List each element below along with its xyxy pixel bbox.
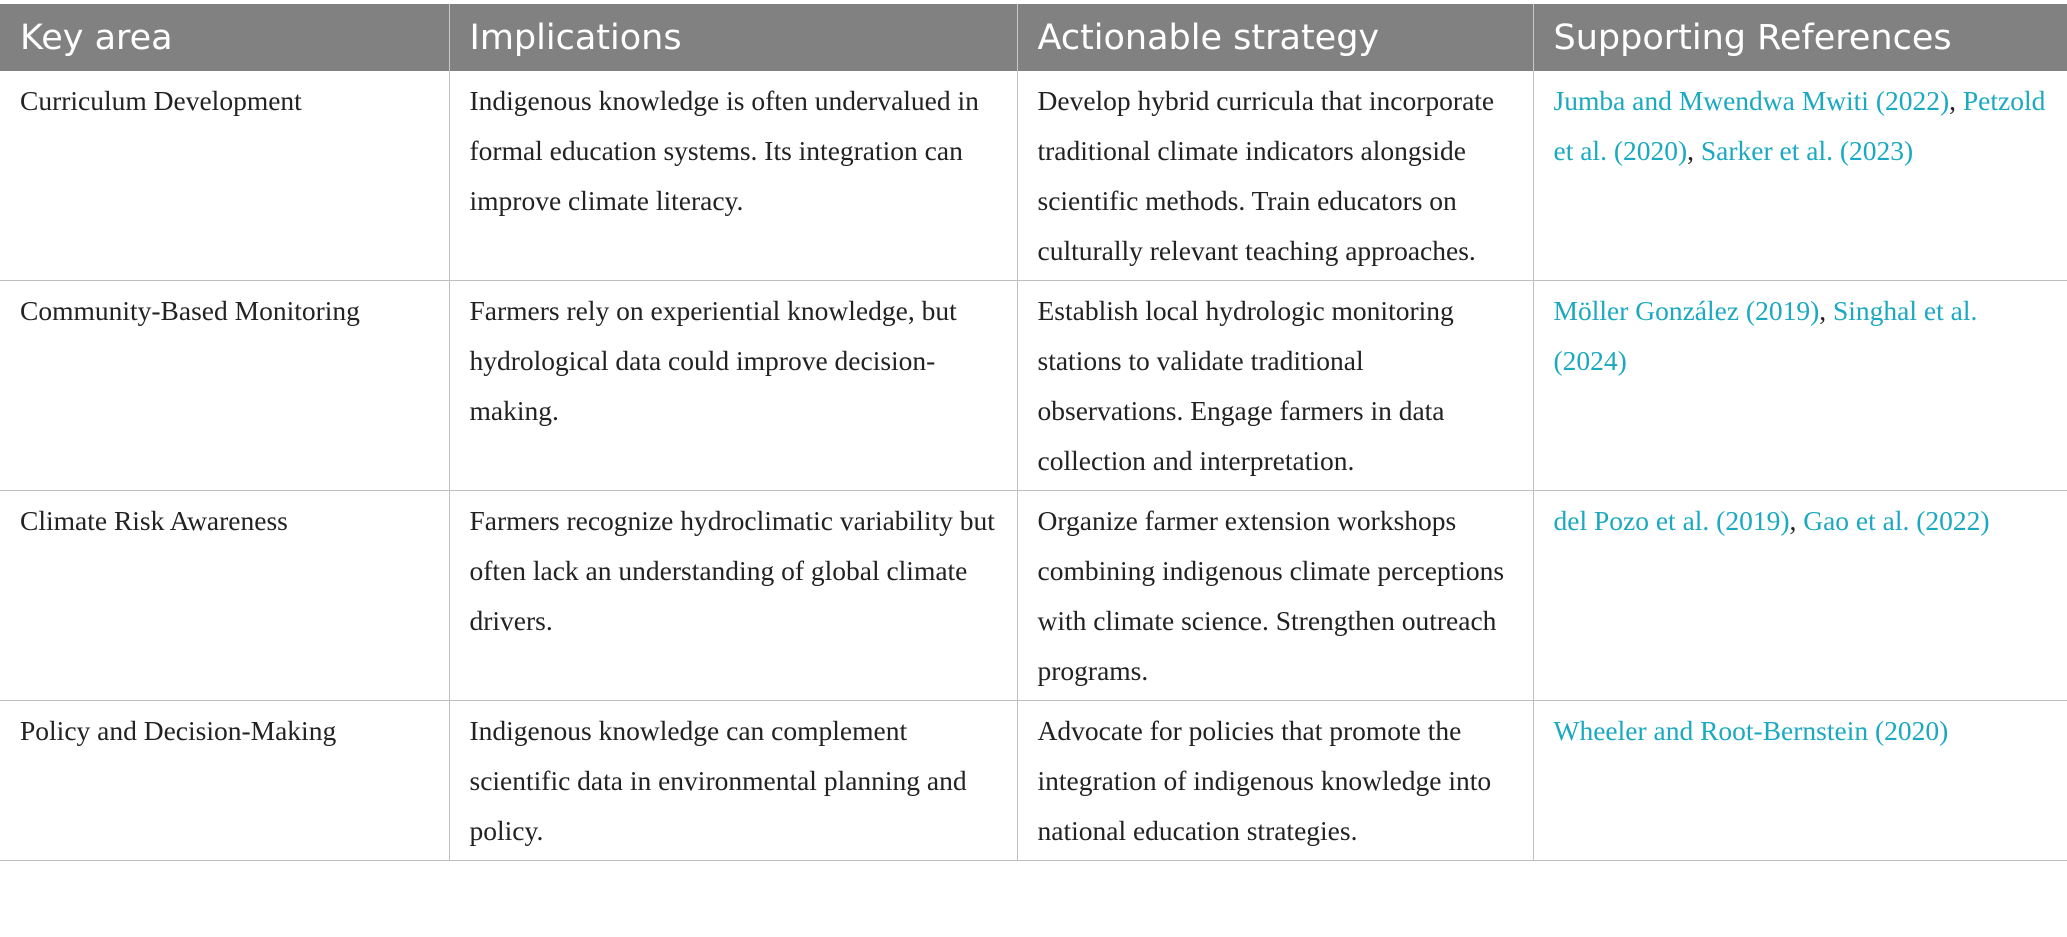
- cell-references: del Pozo et al. (2019), Gao et al. (2022): [1533, 491, 2067, 701]
- cell-references: [1533, 701, 2067, 861]
- cell-strategy: Organize farmer extension workshops combining indigenous climate perceptions with climate science. Strengthen outreach programs.: [1017, 491, 1533, 701]
- cell-implications: Indigenous knowledge is often undervalued in formal education systems. Its integration can improve climate literacy.: [449, 71, 1017, 281]
- cell-implications: Farmers rely on experiential knowledge, but hydrological data could improve decision-making.: [449, 281, 1017, 491]
- cell-key-area: Policy and Decision-Making: [0, 701, 449, 861]
- reference-link[interactable]: Gao et al. (2022): [1803, 505, 1990, 536]
- cell-strategy: Establish local hydrologic monitoring stations to validate traditional observations. Engage farmers in data collection and interpretation.: [1017, 281, 1533, 491]
- cell-references: Möller González (2019), Singhal et al. (2024): [1533, 281, 2067, 491]
- header-supporting-references: Supporting References: [1533, 4, 2067, 71]
- header-row: [0, 4, 2067, 71]
- table-row: [0, 71, 2067, 281]
- cell-key-area: Climate Risk Awareness: [0, 491, 449, 701]
- reference-link[interactable]: Singhal et al. (2024): [1553, 295, 1978, 376]
- reference-link[interactable]: Petzold et al. (2020): [1553, 85, 2046, 166]
- cell-strategy: Advocate for policies that promote the integration of indigenous knowledge into national education strategies.: [1017, 701, 1533, 861]
- table-row: [0, 701, 2067, 861]
- reference-link[interactable]: Möller González (2019): [1553, 295, 1820, 326]
- cell-implications: Indigenous knowledge can complement scientific data in environmental planning and policy.: [449, 701, 1017, 861]
- cell-key-area: Community-Based Monitoring: [0, 281, 449, 491]
- table-row: [0, 491, 2067, 701]
- reference-link[interactable]: del Pozo et al. (2019): [1553, 505, 1790, 536]
- header-implications: Implications: [449, 4, 1017, 71]
- header-actionable-strategy: Actionable strategy: [1017, 4, 1533, 71]
- cell-key-area: Curriculum Development: [0, 71, 449, 281]
- cell-strategy: Develop hybrid curricula that incorporate traditional climate indicators alongside scientific methods. Train educators on culturally relevant teaching approaches.: [1017, 71, 1533, 281]
- reference-link[interactable]: Wheeler and Root-Bernstein (2020): [1553, 715, 1949, 746]
- header-key-area: Key area: [0, 4, 449, 71]
- cell-implications: Farmers recognize hydroclimatic variability but often lack an understanding of global climate drivers.: [449, 491, 1017, 701]
- recommendations-table: [0, 4, 2067, 861]
- cell-references: Jumba and Mwendwa Mwiti (2022), Petzold et al. (2020), Sarker et al. (2023): [1533, 71, 2067, 281]
- reference-link[interactable]: Sarker et al. (2023): [1700, 135, 1914, 166]
- reference-link[interactable]: Jumba and Mwendwa Mwiti (2022): [1553, 85, 1950, 116]
- table-row: [0, 281, 2067, 491]
